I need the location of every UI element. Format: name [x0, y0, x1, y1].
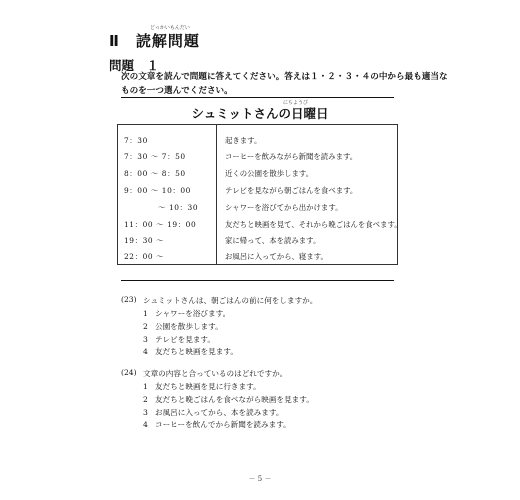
option-text: テレビを見ます。 — [155, 335, 215, 344]
schedule-row — [118, 164, 397, 180]
answer-option[interactable] — [143, 419, 291, 430]
passage-title-ruby: にちようび — [283, 100, 309, 106]
passage-top-rule — [121, 97, 394, 98]
answer-option[interactable] — [143, 381, 261, 392]
problem-heading: 問題 １ — [109, 58, 160, 73]
schedule-row — [118, 198, 397, 214]
passage-bottom-rule — [121, 280, 394, 281]
page-number: － 5 － — [248, 475, 272, 483]
answer-option[interactable] — [143, 346, 238, 357]
schedule-time: ～ 10：30 — [158, 203, 199, 212]
section-title: Ⅱ 読解問題 — [109, 32, 200, 50]
option-text: お風呂に入ってから、本を読みます。 — [155, 408, 284, 417]
schedule-time: 7：30 ～ 7：50 — [124, 152, 186, 161]
schedule-time: 22：00 ～ — [124, 252, 165, 261]
schedule-time: 9：00 ～ 10：00 — [124, 186, 191, 195]
option-number: 4 — [143, 347, 148, 356]
question-number: (23) — [121, 295, 137, 304]
schedule-time: 7：30 — [124, 136, 148, 145]
option-text: 友だちと晩ごはんを食べながら映画を見ます。 — [155, 395, 314, 404]
schedule-row — [118, 131, 397, 147]
question-24 — [121, 368, 421, 428]
question-number: (24) — [121, 368, 137, 377]
schedule-time: 11：00 ～ 19：00 — [124, 220, 197, 229]
option-number: 3 — [143, 335, 148, 344]
instruction-line: 次の文章を読んで問題に答えてください。答えは１・２・３・４の中から最も適当な — [121, 72, 448, 82]
schedule-activity: 家に帰って、本を読みます。 — [225, 236, 321, 245]
option-number: 1 — [143, 309, 148, 318]
schedule-row — [118, 181, 397, 197]
schedule-row — [118, 215, 402, 231]
answer-option[interactable] — [143, 334, 215, 345]
option-number: 2 — [143, 322, 148, 331]
schedule-activity: シャワーを浴びてから出かけます。 — [225, 203, 343, 212]
question-text: 文章の内容と合っているのはどれですか。 — [143, 369, 288, 378]
schedule-activity: テレビを見ながら朝ごはんを食べます。 — [225, 186, 358, 195]
passage-title: シュミットさんの日曜日 — [191, 106, 329, 121]
answer-option[interactable] — [143, 308, 230, 319]
schedule-time: 19：30 ～ — [124, 236, 165, 245]
schedule-activity: コーヒーを飲みながら新聞を読みます。 — [225, 152, 358, 161]
option-text: 公園を散歩します。 — [155, 322, 223, 331]
option-number: 2 — [143, 395, 148, 404]
option-number: 4 — [143, 420, 148, 429]
section-title-ruby: どっかいもんだい — [150, 25, 190, 31]
schedule-row — [118, 231, 397, 247]
answer-option[interactable] — [143, 321, 223, 332]
answer-option[interactable] — [143, 407, 283, 418]
schedule-activity: 起きます。 — [225, 136, 262, 145]
schedule-time: 8：00 ～ 8：50 — [124, 169, 186, 178]
schedule-table — [117, 124, 402, 265]
option-number: 1 — [143, 382, 148, 391]
option-text: シャワーを浴びます。 — [155, 309, 231, 318]
option-text: 友だちと映画を見に行きます。 — [155, 382, 261, 391]
schedule-activity: 近くの公園を散歩します。 — [225, 169, 314, 178]
answer-option[interactable] — [143, 394, 314, 405]
option-number: 3 — [143, 408, 148, 417]
question-text: シュミットさんは、朝ごはんの前に何をしますか。 — [143, 296, 318, 305]
instruction — [121, 70, 448, 98]
option-text: コーヒーを飲んでから新聞を読みます。 — [155, 420, 291, 429]
option-text: 友だちと映画を見ます。 — [155, 347, 238, 356]
schedule-activity: 友だちと映画を見て、それから晩ごはんを食べます。 — [225, 220, 402, 229]
schedule-activity: お風呂に入ってから、寝ます。 — [225, 252, 328, 261]
question-23 — [121, 295, 421, 355]
instruction-line: ものを一つ選んでください。 — [121, 86, 233, 96]
schedule-row — [118, 247, 397, 263]
schedule-row — [118, 147, 397, 163]
